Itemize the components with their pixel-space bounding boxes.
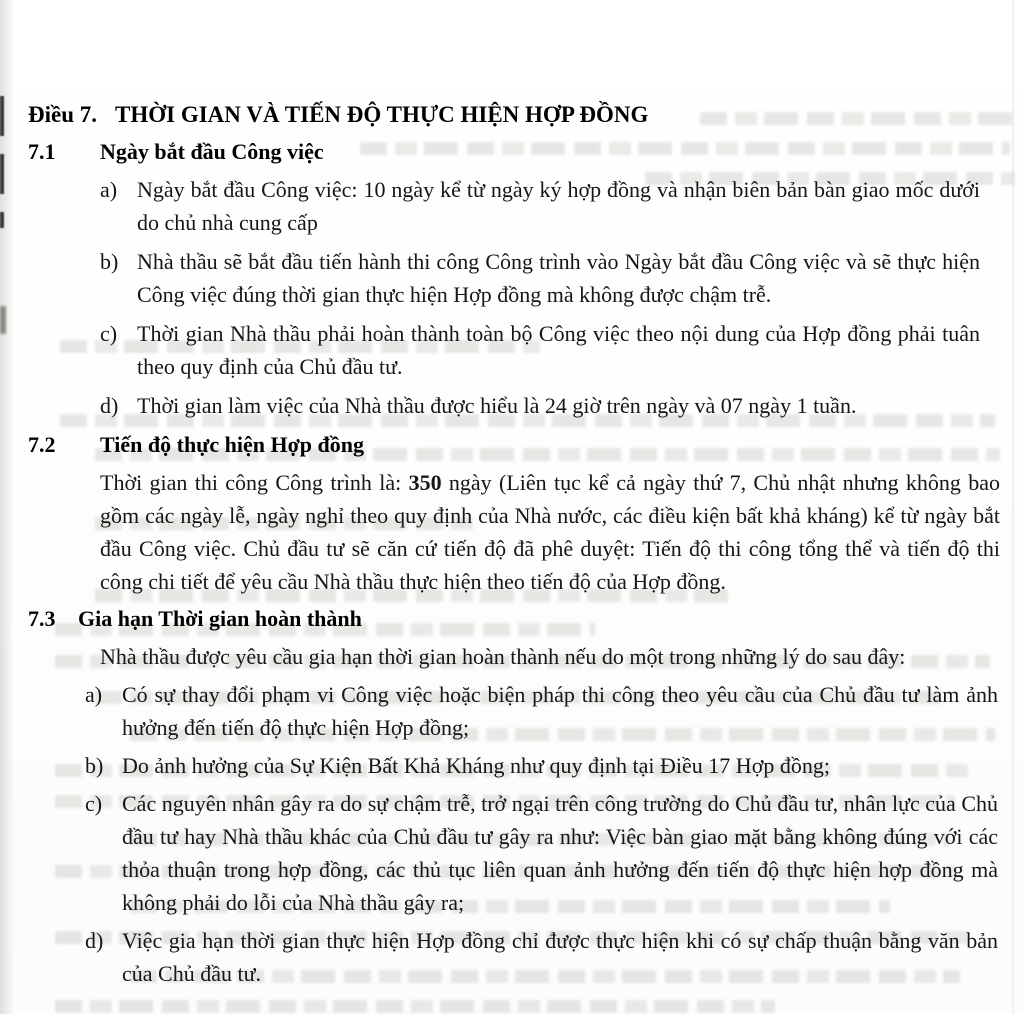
section-7-1-items xyxy=(28,173,1004,422)
section-title: Ngày bắt đầu Công việc xyxy=(100,139,324,164)
section-number: 7.2 xyxy=(28,432,56,457)
section-number: 7.1 xyxy=(28,139,56,164)
item-text: Việc gia hạn thời gian thực hiện Hợp đồng chỉ được thực hiện khi có sự chấp thuận bằng văn bản của Chủ đầu tư. xyxy=(122,928,998,986)
scan-edge-blemish xyxy=(0,306,6,334)
bleed-through-line xyxy=(55,1000,775,1013)
section-7-1-heading xyxy=(28,135,1004,168)
list-item xyxy=(85,678,1004,744)
list-item xyxy=(100,245,1004,311)
section-title: Tiến độ thực hiện Hợp đồng xyxy=(100,432,364,457)
list-item xyxy=(85,749,1004,782)
item-text: Do ảnh hưởng của Sự Kiện Bất Khả Kháng như quy định tại Điều 17 Hợp đồng; xyxy=(122,753,830,778)
scan-edge-streak xyxy=(0,96,4,228)
section-number: 7.3 xyxy=(28,606,56,631)
item-marker: b) xyxy=(100,249,119,274)
paragraph-text: ngày (Liên tục kể cả ngày thứ 7, Chủ nhật nhưng không bao gồm các ngày lễ, ngày nghỉ theo quy định của Nhà nước, các điều kiện bất khả kháng) kể từ ngày bắt đầu Công việc. Chủ đầu tư sẽ căn cứ tiến độ đã phê duyệt: Tiến độ thi công tổng thể và tiến độ thi công chi tiết để yêu cầu Nhà thầu thực hiện theo tiến độ của Hợp đồng. xyxy=(100,470,1000,594)
section-7-2-heading xyxy=(28,428,1004,461)
item-marker: a) xyxy=(85,682,103,707)
item-marker: a) xyxy=(100,177,118,202)
list-item xyxy=(85,787,1004,919)
item-marker: b) xyxy=(85,753,104,778)
paragraph-text: Thời gian thi công Công trình là: xyxy=(100,470,409,495)
item-text: Thời gian làm việc của Nhà thầu được hiểu là 24 giờ trên ngày và 07 ngày 1 tuần. xyxy=(137,393,857,418)
list-item xyxy=(100,173,1004,239)
item-marker: c) xyxy=(85,791,103,816)
section-title: Gia hạn Thời gian hoàn thành xyxy=(78,606,362,631)
article-heading xyxy=(28,98,1004,132)
article-number: Điều 7. xyxy=(28,102,97,127)
list-item xyxy=(85,924,1004,990)
article-title: THỜI GIAN VÀ TIẾN ĐỘ THỰC HIỆN HỢP ĐỒNG xyxy=(115,102,649,127)
item-text: Các nguyên nhân gây ra do sự chậm trễ, trở ngại trên công trường do Chủ đầu tư, nhân lực của Chủ đầu tư hay Nhà thầu khác của Chủ đầu tư gây ra như: Việc bàn giao mặt bằng không đúng với các thỏa thuận trong hợp đồng, các thủ tục liên quan ảnh hưởng đến tiến độ thực hiện hợp đồng mà không phải do lỗi của Nhà thầu gây ra; xyxy=(122,791,998,915)
item-marker: c) xyxy=(100,321,118,346)
item-text: Thời gian Nhà thầu phải hoàn thành toàn bộ Công việc theo nội dung của Hợp đồng phải tuân theo quy định của Chủ đầu tư. xyxy=(137,321,980,379)
section-7-3-items xyxy=(28,678,1004,990)
item-marker: d) xyxy=(85,928,104,953)
section-7-3-intro: Nhà thầu được yêu cầu gia hạn thời gian hoàn thành nếu do một trong những lý do sau đây: xyxy=(100,644,906,669)
item-text: Nhà thầu sẽ bắt đầu tiến hành thi công Công trình vào Ngày bắt đầu Công việc và sẽ thực hiện Công việc đúng thời gian thực hiện Hợp đồng mà không được chậm trễ. xyxy=(137,249,980,307)
item-text: Ngày bắt đầu Công việc: 10 ngày kể từ ngày ký hợp đồng và nhận biên bản bàn giao mốc dưới do chủ nhà cung cấp xyxy=(137,177,980,235)
list-item xyxy=(100,389,1004,422)
list-item xyxy=(100,317,1004,383)
item-marker: d) xyxy=(100,393,119,418)
duration-days-value: 350 xyxy=(408,470,442,495)
item-text: Có sự thay đổi phạm vi Công việc hoặc biện pháp thi công theo yêu cầu của Chủ đầu tư làm ảnh hưởng đến tiến độ thực hiện Hợp đồng; xyxy=(122,682,998,740)
section-7-3-heading xyxy=(28,602,1004,635)
scan-edge-right xyxy=(1012,0,1014,1014)
section-7-2-paragraph xyxy=(100,466,1000,598)
document-body xyxy=(28,98,1004,995)
